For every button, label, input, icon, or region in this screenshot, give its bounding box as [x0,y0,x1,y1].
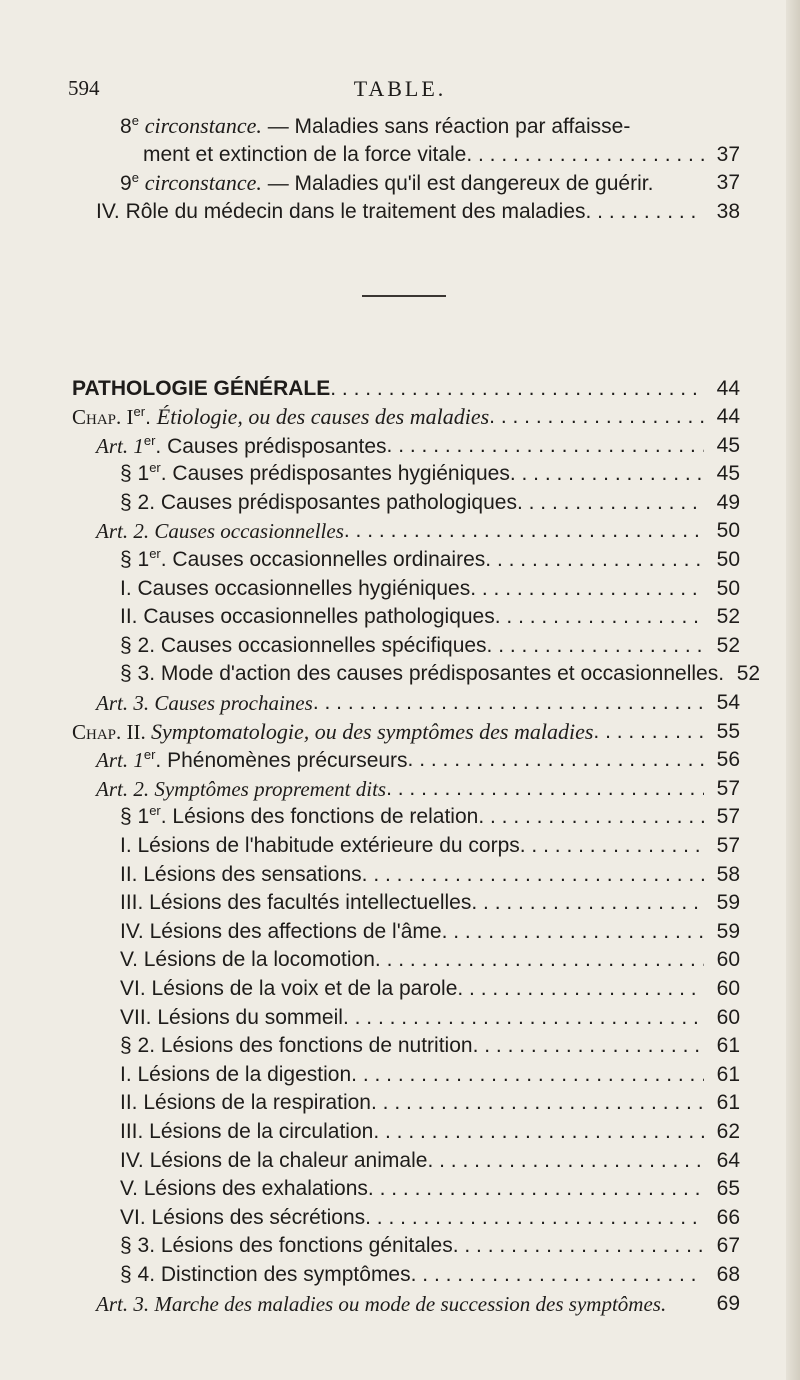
page-ref: 50 [716,576,740,600]
toc-entry: IV. Lésions des affections de l'âme . . . 59 [120,919,740,945]
running-head: TABLE. [353,76,447,101]
toc-entry: VI. Lésions de la voix et de la parole . . . 60 [120,976,740,1002]
toc-entry: IV. Lésions de la chaleur animale . . . 64 [120,1148,740,1174]
toc-entry: IV. Rôle du médecin dans le traitement des maladies . . . 38 [96,199,740,225]
toc-entry: § 1er. Causes prédisposantes hygiéniques . . . 45 [120,461,740,487]
page-ref: 60 [716,977,740,1000]
page-ref: 49 [716,490,740,514]
toc-entry: Art. 3. Causes prochaines . . . 54 [96,690,740,716]
page-ref: 65 [716,1177,740,1201]
toc-entry: V. Lésions des exhalations . . . 65 [120,1176,740,1202]
toc-entry: VI. Lésions des sécrétions . . . 66 [120,1205,740,1231]
page-number: 594 [68,76,100,100]
page-ref: 50 [716,548,740,571]
page-ref: 61 [716,1034,740,1058]
toc-entry: 9e circonstance. — Maladies qu'il est dangereux de guérir. 37 [120,170,740,195]
page-ref: 64 [716,1148,740,1172]
page-ref: 58 [716,862,740,886]
page-ref: 60 [716,948,740,972]
page-ref: 44 [716,405,740,428]
page-ref: 59 [716,891,740,915]
page-ref: 66 [716,1205,740,1229]
page-ref: 61 [716,1062,740,1086]
section-title: PATHOLOGIE GÉNÉRALE . . . 44 [72,376,740,402]
toc-entry: II. Causes occasionnelles pathologiques . . . 52 [120,604,740,630]
page-header [0,76,800,108]
page-ref: 68 [716,1263,740,1286]
toc-entry: § 1er. Causes occasionnelles ordinaires . . . 50 [120,547,740,573]
toc-entry: II. Lésions des sensations . . . 58 [120,862,740,888]
toc-entry: III. Lésions de la circulation . . . 62 [120,1119,740,1145]
toc-entry: II. Lésions de la respiration . . . 61 [120,1090,740,1116]
toc-entry: § 2. Lésions des fonctions de nutrition . . . 61 [120,1033,740,1059]
page-ref: 56 [716,748,740,772]
page-ref: 61 [716,1091,740,1115]
page-ref: 54 [716,691,740,714]
page-ref: 59 [716,919,740,943]
toc-entry: I. Lésions de la digestion . . . 61 [120,1062,740,1088]
page-ref: 57 [716,805,740,829]
toc-entry: VII. Lésions du sommeil . . . 60 [120,1005,740,1031]
toc-entry: Chap. Ier. Étiologie, ou des causes des maladies . . . 44 [72,404,740,430]
page-ref: 69 [716,1291,740,1315]
section-divider [362,295,446,297]
toc-entry: Art. 3. Marche des maladies ou mode de succession des symptômes. 69 [96,1291,740,1316]
toc-entry: Chap. II. Symptomatologie, ou des symptômes des maladies . . . 55 [72,719,740,745]
toc-entry: III. Lésions des facultés intellectuelles . . . 59 [120,890,740,916]
page-ref: 57 [716,776,740,800]
page-edge [786,0,800,1380]
toc-entry: § 2. Causes occasionnelles spécifiques . . . 52 [120,633,740,659]
page-ref: 57 [716,834,740,857]
toc-entry: ment et extinction de la force vitale . . . 37 [143,142,740,168]
toc-entry: 8e circonstance. — Maladies sans réaction par affaisse- [120,113,631,138]
page-ref: 55 [716,719,740,743]
toc-entry: Art. 2. Symptômes proprement dits . . . 57 [96,776,740,802]
toc-entry: Art. 1er. Phénomènes précurseurs . . . 56 [96,747,740,773]
toc-entry: Art. 2. Causes occasionnelles . . . 50 [96,518,740,544]
page-ref: 52 [736,662,761,686]
page-ref: 60 [716,1005,740,1029]
toc-entry: I. Lésions de l'habitude extérieure du corps . . . 57 [120,833,740,859]
page-ref: 50 [716,519,740,543]
toc-entry: V. Lésions de la locomotion . . . 60 [120,947,740,973]
toc-entry: § 3. Mode d'action des causes prédisposantes et occasionnelles. 52 [120,662,761,686]
page-ref: 52 [716,605,740,629]
toc-entry: I. Causes occasionnelles hygiéniques . . . 50 [120,576,740,602]
page-ref: 67 [716,1234,740,1258]
toc-entry: § 4. Distinction des symptômes . . . 68 [120,1262,740,1288]
page-ref: 52 [716,633,740,657]
page-ref: 45 [716,462,740,486]
toc-entry: § 3. Lésions des fonctions génitales . . . 67 [120,1233,740,1259]
toc-entry: Art. 1er. Causes prédisposantes . . . 45 [96,433,740,459]
page-ref: 62 [716,1120,740,1143]
page-ref: 45 [716,433,740,457]
toc-entry: § 1er. Lésions des fonctions de relation . . . 57 [120,804,740,830]
toc-entry: § 2. Causes prédisposantes pathologiques . . . 49 [120,490,740,516]
